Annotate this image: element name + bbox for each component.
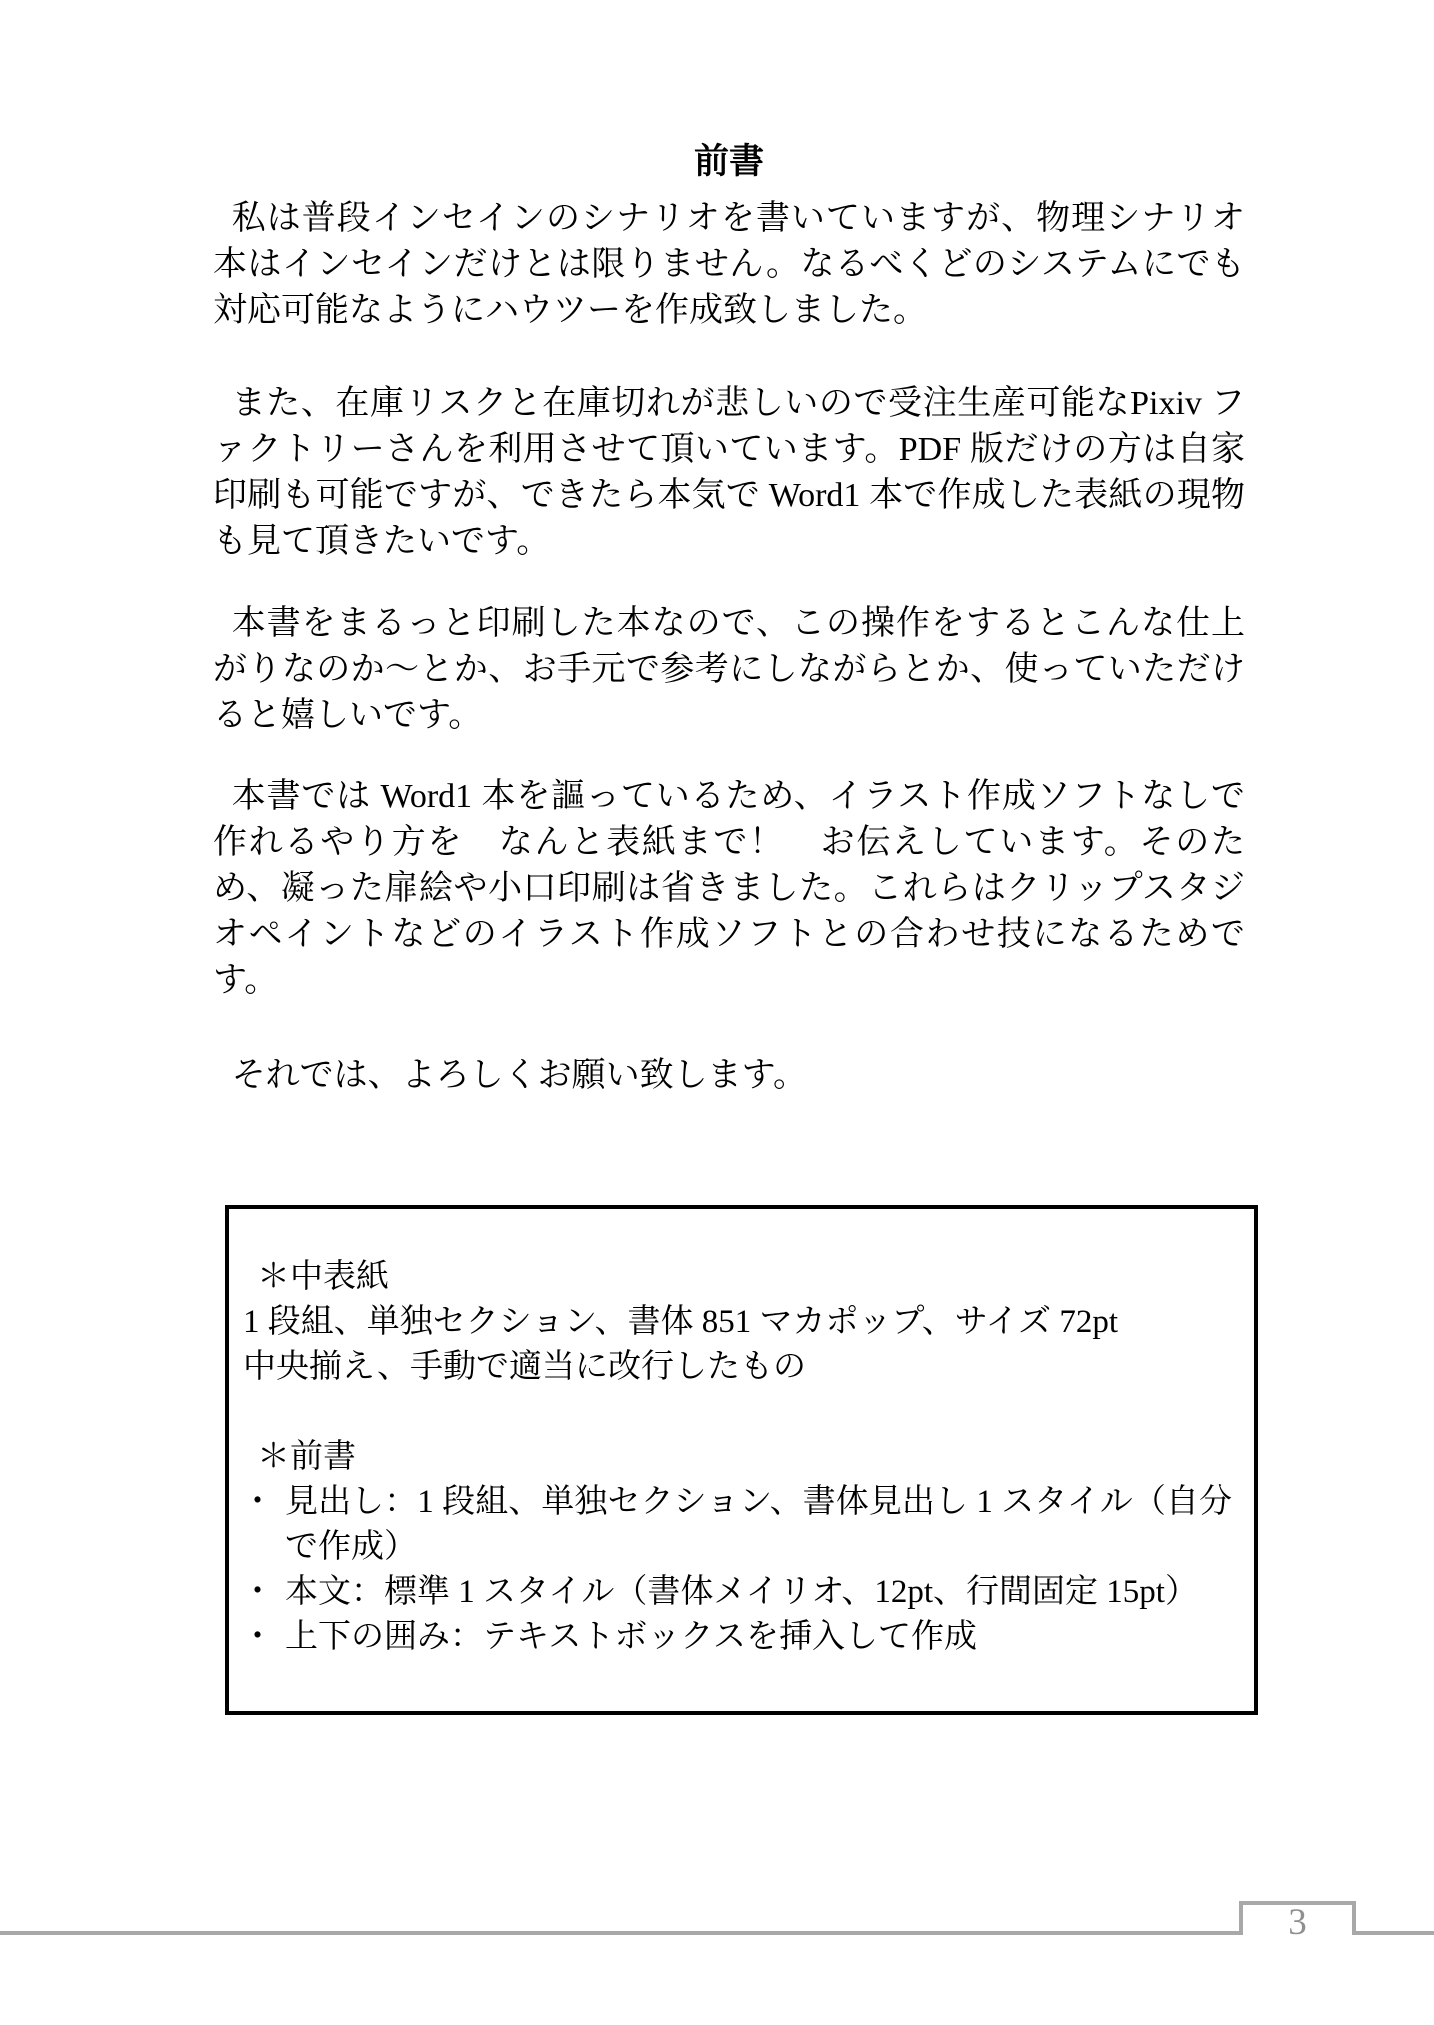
bullet-icon: ・ — [241, 1619, 274, 1655]
body-paragraph: 本書をまるっと印刷した本なので、この操作をするとこんな仕上がりなのか～とか、お手元で参考にしながらとか、使っていただけると嬉しいです。 — [213, 605, 1245, 734]
list-item — [241, 1615, 1232, 1660]
page-number: 3 — [1288, 1902, 1307, 1943]
note-box-heading-maegaki: ＊前書 — [257, 1439, 356, 1475]
note-box-spacer — [241, 1390, 1232, 1435]
closing-paragraph: それでは、よろしくお願い致します。 — [231, 1057, 807, 1094]
list-item-text: 見出し：1 段組、単独セクション、書体見出し 1 スタイル（自分で作成） — [285, 1484, 1232, 1565]
body-paragraph: 本書では Word1 本を謳っているため、イラスト作成ソフトなしで作れるやり方を なんと表紙まで！ お伝えしています。そのため、凝った扉絵や小口印刷は省きました。これらはクリップスタジオペイントなどのイラスト作成ソフトとの合わせ技になるためです。 — [213, 778, 1245, 999]
footer-rule-right — [1356, 1931, 1434, 1935]
note-box-line: 1 段組、単独セクション、書体 851 マカポップ、サイズ 72pt — [243, 1304, 1119, 1340]
list-item — [241, 1570, 1232, 1615]
bullet-icon: ・ — [241, 1574, 274, 1610]
note-box — [225, 1205, 1258, 1715]
bullet-icon: ・ — [241, 1484, 274, 1520]
list-item — [241, 1480, 1232, 1570]
footer-rule-left — [0, 1931, 1243, 1935]
note-box-line: 中央揃え、手動で適当に改行したもの — [243, 1349, 806, 1385]
body-paragraph: 私は普段インセインのシナリオを書いていますが、物理シナリオ本はインセインだけとは限りません。なるべくどのシステムにでも対応可能なようにハウツーを作成致しました。 — [213, 200, 1245, 329]
body-paragraph: また、在庫リスクと在庫切れが悲しいので受注生産可能なPixiv ファクトリーさんを利用させて頂いています。PDF 版だけの方は自家印刷も可能ですが、できたら本気で Word1 本で作成した表紙の現物も見て頂きたいです。 — [213, 385, 1245, 560]
page-title: 前書 — [693, 142, 764, 182]
list-item-text: 上下の囲み：テキストボックスを挿入して作成 — [285, 1619, 978, 1655]
note-box-heading-nakabyoshi: ＊中表紙 — [257, 1259, 389, 1295]
list-item-text: 本文：標準 1 スタイル（書体メイリオ、12pt、行間固定 15pt） — [285, 1574, 1198, 1610]
